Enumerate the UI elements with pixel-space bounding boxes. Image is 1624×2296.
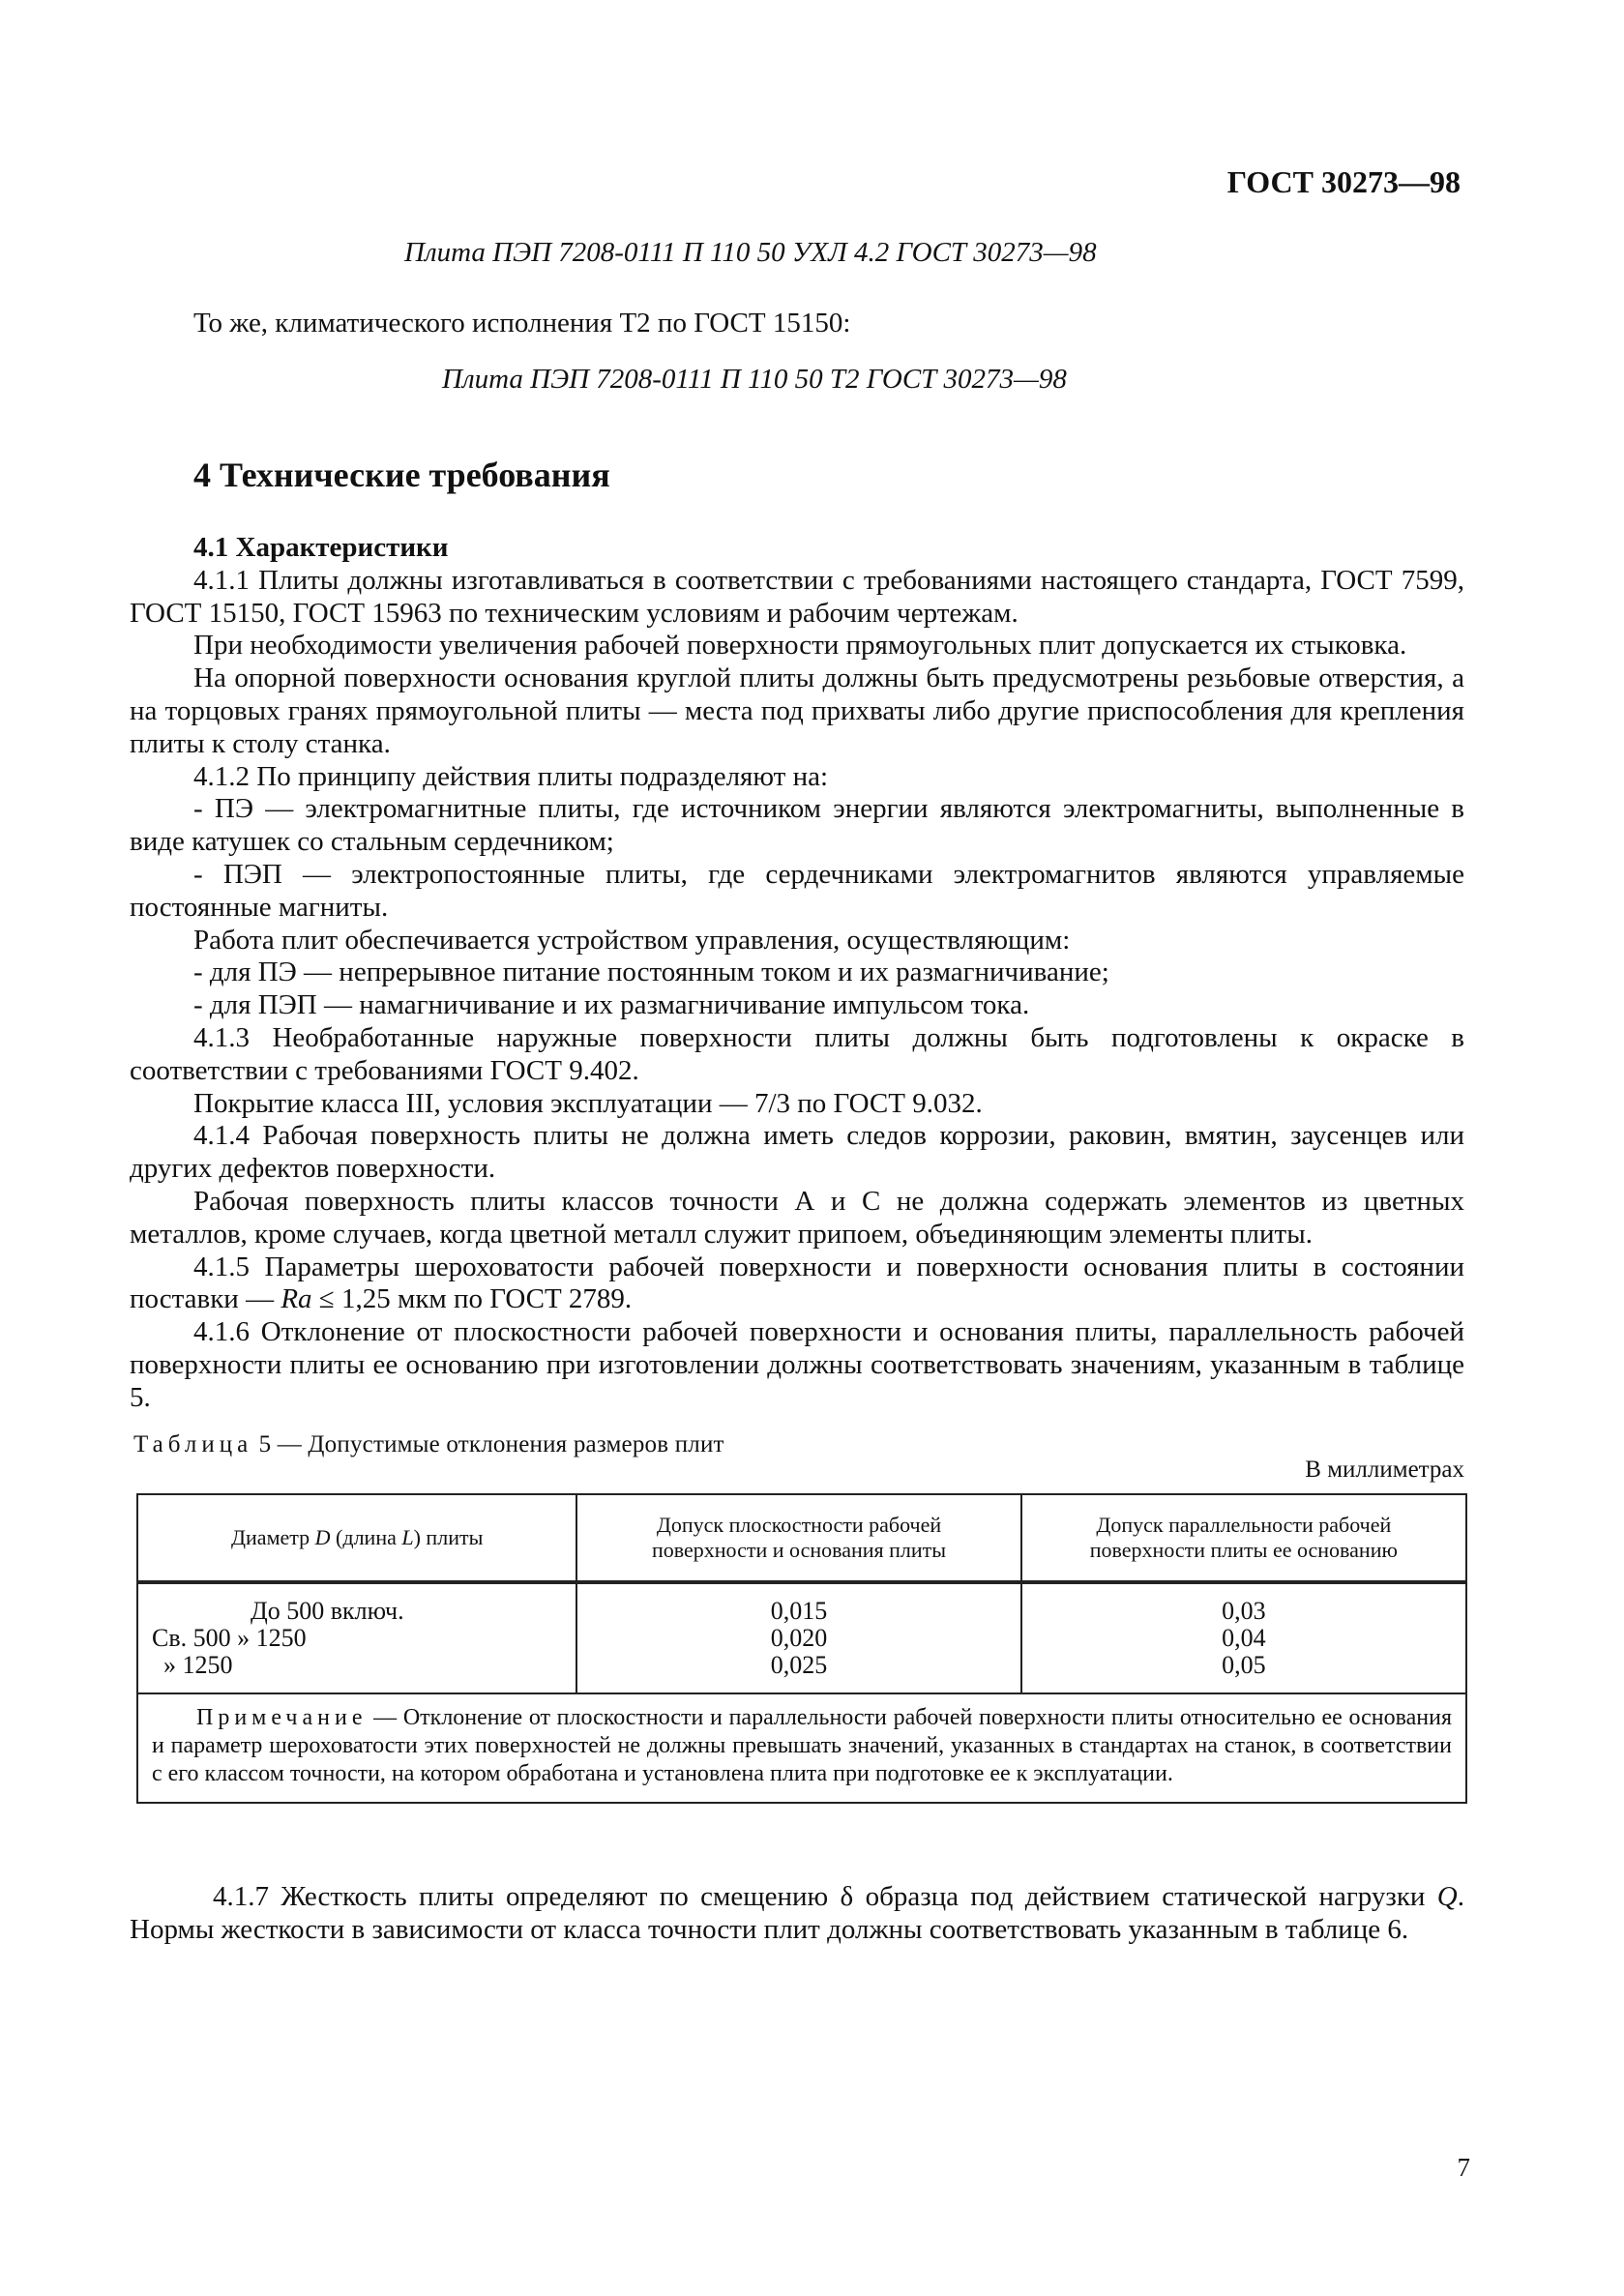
paragraph-4-1-7	[130, 1881, 1464, 1947]
flatness-cell: 0,025	[770, 1651, 828, 1679]
p417-text-after: . Нормы жесткости в зависимости от класса точности плит должны соответствовать указанным в таблице 6.	[130, 1881, 1464, 1945]
note-text: — Отклонение от плоскостности и параллельности рабочей поверхности плиты относительно ее основания и параметр шероховатости этих поверхностей не должны превышать значений, указанных в стандартах на станок, в соответствии с его классом точности, на котором обработана и установлена плита при подготовке ее к эксплуатации.	[152, 1705, 1452, 1786]
p415-text-before: 4.1.5 Параметры шероховатости рабочей поверхности и поверхности основания плиты в состоянии поставки —	[130, 1251, 1464, 1315]
header-diameter	[137, 1494, 576, 1582]
header-diameter-text-b: (длина	[330, 1525, 402, 1549]
table-units: В миллиметрах	[1305, 1457, 1464, 1483]
paragraph-4-1-1-b: При необходимости увеличения рабочей поверхности прямоугольных плит допускается их стыковка.	[193, 630, 1407, 662]
subsection-heading: 4.1 Характеристики	[193, 532, 449, 563]
table-data-row	[137, 1582, 1466, 1693]
designation-example-2: Плита ПЭП 7208-0111 П 110 50 Т2 ГОСТ 30273—98	[442, 364, 1067, 395]
size-cell: » 1250	[163, 1651, 233, 1679]
header-flatness-line-2: поверхности и основания плиты	[651, 1538, 947, 1562]
table-note	[137, 1693, 1466, 1803]
size-column	[137, 1582, 576, 1693]
list-item-pep: - ПЭП — электропостоянные плиты, где сердечниками электромагнитов являются управляемые постоянные магниты.	[130, 858, 1464, 923]
table-caption	[133, 1431, 724, 1458]
header-parallelism-line-2: поверхности плиты ее основанию	[1089, 1538, 1398, 1562]
paragraph-4-1-3: 4.1.3 Необработанные наружные поверхности плиты должны быть подготовлены к окраске в соответствии с требованиями ГОСТ 9.402.	[130, 1021, 1464, 1086]
paragraph-4-1-7-text	[130, 1881, 1464, 1947]
page-number: 7	[1457, 2153, 1470, 2182]
size-cell: Св. 500 » 1250	[152, 1624, 307, 1652]
table-5	[136, 1493, 1467, 1804]
paragraph-4-1-5	[130, 1251, 1464, 1317]
flatness-cell: 0,015	[770, 1597, 828, 1625]
parallelism-cell: 0,05	[1222, 1651, 1266, 1679]
table-caption-rest: 5 — Допустимые отклонения размеров плит	[252, 1431, 724, 1457]
p417-text-before: 4.1.7 Жесткость плиты определяют по смещению δ образца под действием статической нагрузки	[213, 1881, 1437, 1912]
table-caption-word: Таблица	[133, 1431, 253, 1457]
paragraph-4-1-4-b: Рабочая поверхность плиты классов точности А и С не должна содержать элементов из цветных металлов, кроме случаев, когда цветной металл служит припоем, объединяющим элементы плиты.	[130, 1185, 1464, 1250]
paragraph-4-1-6: 4.1.6 Отклонение от плоскостности рабочей поверхности и основания плиты, параллельность рабочей поверхности плиты ее основанию при изготовлении должны соответствовать значениям, указанным в таблице 5.	[130, 1316, 1464, 1413]
header-parallelism	[1021, 1494, 1466, 1582]
designation-example-1: Плита ПЭП 7208-0111 П 110 50 УХЛ 4.2 ГОСТ 30273—98	[404, 237, 1097, 268]
p415-text-after: ≤ 1,25 мкм по ГОСТ 2789.	[311, 1283, 633, 1315]
list-item-pep-control: - для ПЭП — намагничивание и их размагничивание импульсом тока.	[193, 989, 1030, 1021]
table-note-row	[137, 1693, 1466, 1803]
parallelism-column	[1021, 1582, 1466, 1693]
header-parallelism-line-1: Допуск параллельности рабочей	[1096, 1513, 1392, 1537]
parallelism-cell: 0,03	[1222, 1597, 1266, 1625]
header-diameter-symbol-l: L	[401, 1525, 414, 1549]
requirements-body	[130, 532, 1464, 1415]
flatness-cell: 0,020	[770, 1624, 828, 1652]
roughness-symbol: Ra	[281, 1283, 312, 1315]
paragraph-4-1-2: 4.1.2 По принципу действия плиты подразделяют на:	[193, 760, 829, 792]
load-symbol: Q	[1436, 1881, 1458, 1912]
climatic-version-intro: То же, климатического исполнения Т2 по ГОСТ 15150:	[193, 308, 851, 339]
paragraph-4-1-4: 4.1.4 Рабочая поверхность плиты не должна иметь следов коррозии, раковин, вмятин, заусенцев или других дефектов поверхности.	[130, 1120, 1464, 1185]
paragraph-control-device: Работа плит обеспечивается устройством управления, осуществляющим:	[193, 924, 1071, 956]
header-flatness	[576, 1494, 1020, 1582]
paragraph-4-1-1: 4.1.1 Плиты должны изготавливаться в соответствии с требованиями настоящего стандарта, ГОСТ 7599, ГОСТ 15150, ГОСТ 15963 по техническим условиям и рабочим чертежам.	[130, 564, 1464, 629]
header-diameter-text-a: Диаметр	[231, 1525, 315, 1549]
paragraph-4-1-3-b: Покрытие класса III, условия эксплуатации — 7/3 по ГОСТ 9.032.	[193, 1087, 983, 1119]
header-flatness-line-1: Допуск плоскостности рабочей	[656, 1513, 942, 1537]
parallelism-cell: 0,04	[1222, 1624, 1266, 1652]
header-diameter-symbol-d: D	[314, 1525, 331, 1549]
document-code-header: ГОСТ 30273—98	[1226, 164, 1461, 199]
list-item-pe: - ПЭ — электромагнитные плиты, где источником энергии являются электромагниты, выполненные в виде катушек со стальным сердечником;	[130, 793, 1464, 858]
table-header-row	[137, 1494, 1466, 1582]
flatness-column	[576, 1582, 1020, 1693]
size-cell: До 500 включ.	[251, 1597, 404, 1625]
paragraph-4-1-1-c: На опорной поверхности основания круглой плиты должны быть предусмотрены резьбовые отверстия, а на торцовых гранях прямоугольной плиты — места под прихваты либо другие приспособления для крепления плиты к столу станка.	[130, 662, 1464, 759]
list-item-pe-control: - для ПЭ — непрерывное питание постоянным током и их размагничивание;	[193, 957, 1109, 988]
section-title: 4 Технические требования	[193, 456, 610, 494]
header-diameter-text-c: ) плиты	[413, 1525, 484, 1549]
note-word: Примечание	[196, 1705, 368, 1730]
